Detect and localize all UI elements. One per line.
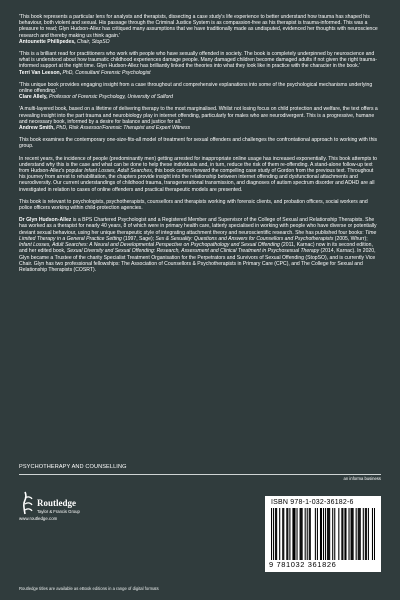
informa-tagline: an informa business — [343, 476, 381, 481]
barcode-bar — [276, 508, 277, 560]
barcode-bar — [345, 508, 346, 560]
barcode-bar — [342, 508, 343, 560]
barcode-bar — [366, 508, 367, 560]
divider-line — [19, 474, 381, 475]
bio-text-2: (1997, Sage); — [121, 235, 156, 242]
endorsement-1-name: Antounette Phillipedes, — [19, 38, 76, 45]
endorsement-1 — [19, 14, 381, 45]
endorsement-2-attribution — [19, 70, 381, 76]
description-p2-part-b: , this book carries forward the compelling case study of Gordon from the previous text. Throughout his journey from arrest to rehabilitation, the chapters provide insight into the relationship between internet offending and dysfunctional attachments and neurodiversity. Our current understandings of childhood trauma, transgenerational transmission, and diagnoses of autism spectrum disorder and ADHD are all investigated in relation to cases of online offenders and practical therapeutic models are presented. — [19, 168, 375, 193]
barcode-bar — [332, 508, 333, 560]
bio-book-4: Sexual Diversity and Sexual Offending: Research, Assessment and Clinical Treatment in Psychosexual Therapy — [66, 248, 320, 255]
endorsement-3-attribution — [19, 94, 381, 100]
endorsement-4-attribution — [19, 125, 381, 131]
barcode-bar — [363, 508, 364, 560]
description-p2-book-title: Infant Losses, Adult Searches — [84, 168, 152, 175]
barcode-bar — [344, 508, 345, 560]
endorsement-1-attribution — [19, 39, 381, 45]
bio-book-2: Sex & Sexuality: Questions and Answers for Counsellors and Psychotherapists — [155, 235, 334, 242]
isbn-digits: 9 781032 361826 — [269, 560, 337, 569]
barcode-bar — [365, 508, 366, 560]
barcode-bar — [300, 508, 301, 560]
barcode-bar — [294, 508, 295, 560]
barcode-bar — [286, 508, 287, 560]
barcode-bar — [353, 508, 354, 560]
barcode-bar — [320, 508, 321, 560]
barcode-bar — [271, 508, 272, 560]
barcode-bar — [327, 508, 328, 560]
endorsement-3-text: 'This unique book provides engaging insight from a case throughout and comprehensive explanations into some of the psychological mechanisms underlying online offending.' — [19, 81, 373, 95]
barcode-bar — [334, 508, 335, 560]
publisher-logo — [19, 484, 119, 514]
bio-text-3: (2005, Whurr); — [333, 235, 368, 242]
barcode-bar — [302, 508, 303, 560]
barcode-bar — [329, 508, 330, 560]
publisher-group: Taylor & Francis Group — [37, 509, 80, 514]
barcode-bar — [309, 508, 310, 560]
endorsement-3-role: Professor of Forensic Psychology, University of Salford — [47, 94, 173, 101]
barcode-bar — [282, 508, 283, 560]
endorsement-2 — [19, 51, 381, 76]
endorsement-4 — [19, 106, 381, 131]
endorsement-2-name: Terri Van Leeson, — [19, 69, 62, 76]
ebook-availability-note: Routledge titles are available as eBook editions in a range of digital formats — [19, 586, 159, 591]
barcode-bar — [348, 508, 349, 560]
bio-book-1: Time Limited Therapy in a General Practice Setting — [19, 229, 377, 242]
author-bio — [19, 217, 381, 273]
barcode-bar — [358, 508, 359, 560]
endorsement-4-role: PhD, Risk Assessor/Forensic Therapist and Expert Witness — [54, 125, 191, 132]
routledge-logo-icon — [19, 490, 35, 516]
description-paragraph-3: This book is relevant to psychologists, psychotherapists, counsellors and therapists working with forensic clients, and probation officers, social workers and police officers working within child-protection agencies. — [19, 198, 368, 212]
description-paragraph-1: This book examines the contemporary one-size-fits-all model of treatment for sexual offenders and challenges the confrontational approach to working with this group. — [19, 137, 378, 150]
barcode-bar — [305, 508, 306, 560]
publisher-name: Routledge — [37, 498, 76, 508]
barcode-bar — [374, 508, 375, 560]
barcode-bar — [328, 508, 329, 560]
barcode-bar — [321, 508, 322, 560]
barcode-bar — [341, 508, 342, 560]
barcode-bar — [307, 508, 308, 560]
publisher-website: www.routledge.com — [19, 516, 58, 521]
barcode-bar — [325, 508, 326, 560]
barcode-bar — [360, 508, 361, 560]
endorsement-4-text: 'A multi-layered book, based on a lifetime of delivering therapy to the most marginalised. Whilst not losing focus on child protection and welfare, the text offers a revealing insight into the part trauma and neurobiology play in internet offending, particularly for males who are neurodivergent. This is a progressive, humane and necessary book, informed by a desire for balance and justice for all.' — [19, 106, 378, 125]
barcode-bar — [356, 508, 357, 560]
barcode-bar — [289, 508, 290, 560]
bio-text-4: (2011, Karnac) now in its second edition, and her edited book, — [19, 242, 373, 255]
endorsement-3 — [19, 82, 381, 101]
barcode-bar — [283, 508, 284, 560]
barcode-icon — [271, 508, 375, 560]
isbn-label: ISBN 978-1-032-36182-6 — [271, 499, 354, 506]
description-paragraph-2 — [19, 156, 381, 193]
bio-book-3: Infant Losses, Adult Searches: A Neural and Developmental Perspective on Psychopathology and Sexual Offending — [19, 242, 280, 249]
barcode-bar — [323, 508, 324, 560]
description-p2-part-a: In recent years, the incidence of people (predominantly men) getting arrested for inappropriate online usage has increased exponentially. This book attempts to understand why this is the case and what can be done to help these individuals and, in turn, reduce the risk of them re-offending. A stand-alone follow-up text from Hudson-Allez's popular — [19, 155, 377, 175]
barcode-bar — [287, 508, 288, 560]
barcode-bar — [292, 508, 293, 560]
barcode-bar — [368, 508, 369, 560]
barcode-bar — [279, 508, 280, 560]
subject-category: PSYCHOTHERAPY AND COUNSELLING — [19, 464, 127, 470]
bio-text-1: is a BPS Chartered Psychologist and a Registered Member and Supervisor of the College of Sexual and Relationship Therapists. She has worked as a therapist for nearly 40 years, 8 of which were in primary health care, latterly specialised in working with people who have diverse or potentially deviant sexual behaviour, using her unique therapeutic style of integrating attachment theory and neuroscientific research. She has published four books: — [19, 217, 377, 236]
endorsement-1-role: Chair, StopSO — [75, 38, 110, 45]
barcode-bar — [317, 508, 318, 560]
endorsement-4-name: Andrew Smith, — [19, 125, 55, 132]
endorsement-2-text: 'This is a brilliant read for practitioners who work with people who have sexually offended in society. The book is completely underpinned by neuroscience and what is understood about how traumatic childhood experiences damage people. Many damaged children become damaged adults if not given the right trauma-informed support at the right time. Glyn Hudson-Allez has brilliantly linked the theories into what they look like in practice with the character in the book.' — [19, 51, 377, 70]
endorsement-1-text: 'This book represents a particular lens for analysts and therapists, dissecting a case study's life experience to better understand how trauma has shaped his behaviour, both violent and sexual. His passage through the Criminal Justice System is as compassion-free as his therapist is trauma-informed. This was a pleasure to read; Glyn Hudson-Allez has critiqued many assumptions that we have traditionally made as undisputed, evidenced her thoughts with neuroscience research and thereby making us think again.' — [19, 14, 378, 39]
barcode-bar — [359, 508, 360, 560]
bio-text-5: (2014, Karnac). In 2020, Glyn became a Trustee of the charity Specialist Treatment Organisation for the Perpetrators and Survivors of Sexual Offending (StopSO), and is currently Vice Chair. Glyn has two professional fellowships: The Association of Counsellors & Psychotherapists in Primary Care (CPC), and The College for Sexual and Relationship Therapists (COSRT). — [19, 248, 376, 273]
barcode-bar — [315, 508, 316, 560]
barcode-bar — [372, 508, 373, 560]
isbn-barcode-box — [265, 496, 381, 572]
barcode-bar — [301, 508, 302, 560]
author-name: Dr Glyn Hudson-Allez — [19, 217, 72, 224]
barcode-bar — [351, 508, 352, 560]
barcode-bar — [296, 508, 297, 560]
barcode-bar — [273, 508, 274, 560]
barcode-bar — [310, 508, 311, 560]
back-cover-text — [19, 14, 381, 279]
barcode-bar — [275, 508, 276, 560]
endorsement-2-role: PhD, Consultant Forensic Psychologist — [61, 69, 151, 76]
barcode-bar — [352, 508, 353, 560]
endorsement-3-name: Clare Allely, — [19, 94, 48, 101]
barcode-bar — [338, 508, 339, 560]
barcode-bar — [293, 508, 294, 560]
